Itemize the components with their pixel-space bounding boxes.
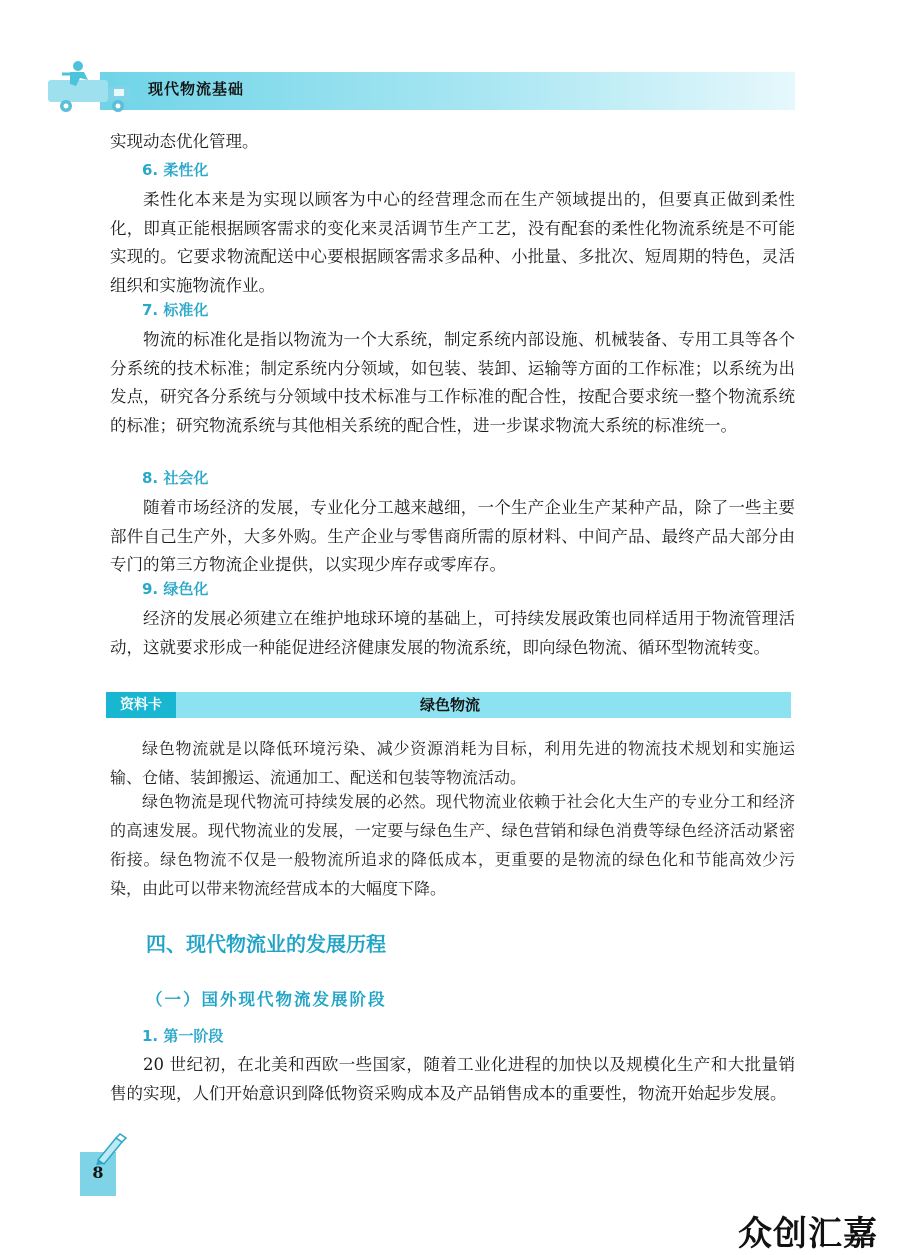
intro-line: 实现动态优化管理。 [110, 132, 259, 151]
section-body-green: 经济的发展必须建立在维护地球环境的基础上，可持续发展政策也同样适用于物流管理活动，这就要求形成一种能促进经济健康发展的物流系统，即向绿色物流、循环型物流转变。 [110, 609, 795, 657]
subsection-title: （一）国外现代物流发展阶段 [146, 990, 387, 1009]
section-heading-socialization: 8. 社会化 [142, 469, 209, 487]
section-body-standardization: 物流的标准化是指以物流为一个大系统，制定系统内部设施、机械装备、专用工具等各个分系统的技术标准；制定系统内分领域，如包装、装卸、运输等方面的工作标准；以系统为出发点，研究各分系统与分领域中技术标准与工作标准的配合性，按配合要求统一整个物流系统的标准；研究物流系统与其他相关系统的配合性，进一步谋求物流大系统的标准统一。 [110, 330, 795, 435]
watermark: 众创汇嘉 [738, 1214, 878, 1254]
info-card-title: 绿色物流 [419, 696, 480, 714]
section-body-flexible: 柔性化本来是为实现以顾客为中心的经营理念而在生产领域提出的，但要真正做到柔性化，即真正能根据顾客需求的变化来灵活调节生产工艺，没有配套的柔性化物流系统是不可能实现的。它要求物流配送中心要根据顾客需求多品种、小批量、多批次、短周期的特色，灵活组织和实施物流作业。 [110, 190, 795, 295]
info-card-paragraph: 绿色物流是现代物流可持续发展的必然。现代物流业依赖于社会化大生产的专业分工和经济的高速发展。现代物流业的发展，一定要与绿色生产、绿色营销和绿色消费等绿色经济活动紧密衔接。绿色物流不仅是一般物流所追求的降低成本，更重要的是物流的绿色化和节能高效少污染，由此可以带来物流经营成本的大幅度下降。 [110, 792, 795, 898]
pen-icon [92, 1132, 128, 1166]
header-title: 现代物流基础 [148, 80, 245, 98]
section-heading-standardization: 7. 标准化 [142, 301, 209, 319]
info-card-tag: 资料卡 [106, 692, 176, 718]
section-heading-flexible: 6. 柔性化 [142, 161, 209, 179]
stage-heading: 1. 第一阶段 [142, 1027, 224, 1045]
info-card-paragraph: 绿色物流就是以降低环境污染、减少资源消耗为目标，利用先进的物流技术规划和实施运输、仓储、装卸搬运、流通加工、配送和包装等物流活动。 [110, 739, 795, 787]
delivery-truck-logo-icon [40, 58, 140, 118]
section-heading-green: 9. 绿色化 [142, 580, 209, 598]
stage-body: 20 世纪初，在北美和西欧一些国家，随着工业化进程的加快以及规模化生产和大批量销售的实现，人们开始意识到降低物资采购成本及产品销售成本的重要性，物流开始起步发展。 [110, 1055, 795, 1103]
section-title: 四、现代物流业的发展历程 [146, 932, 386, 956]
section-body-socialization: 随着市场经济的发展，专业化分工越来越细，一个生产企业生产某种产品，除了一些主要部件自己生产外，大多外购。生产企业与零售商所需的原材料、中间产品、最终产品大部分由专门的第三方物流企业提供，以实现少库存或零库存。 [110, 498, 795, 574]
page-number: 8 [92, 1163, 104, 1182]
